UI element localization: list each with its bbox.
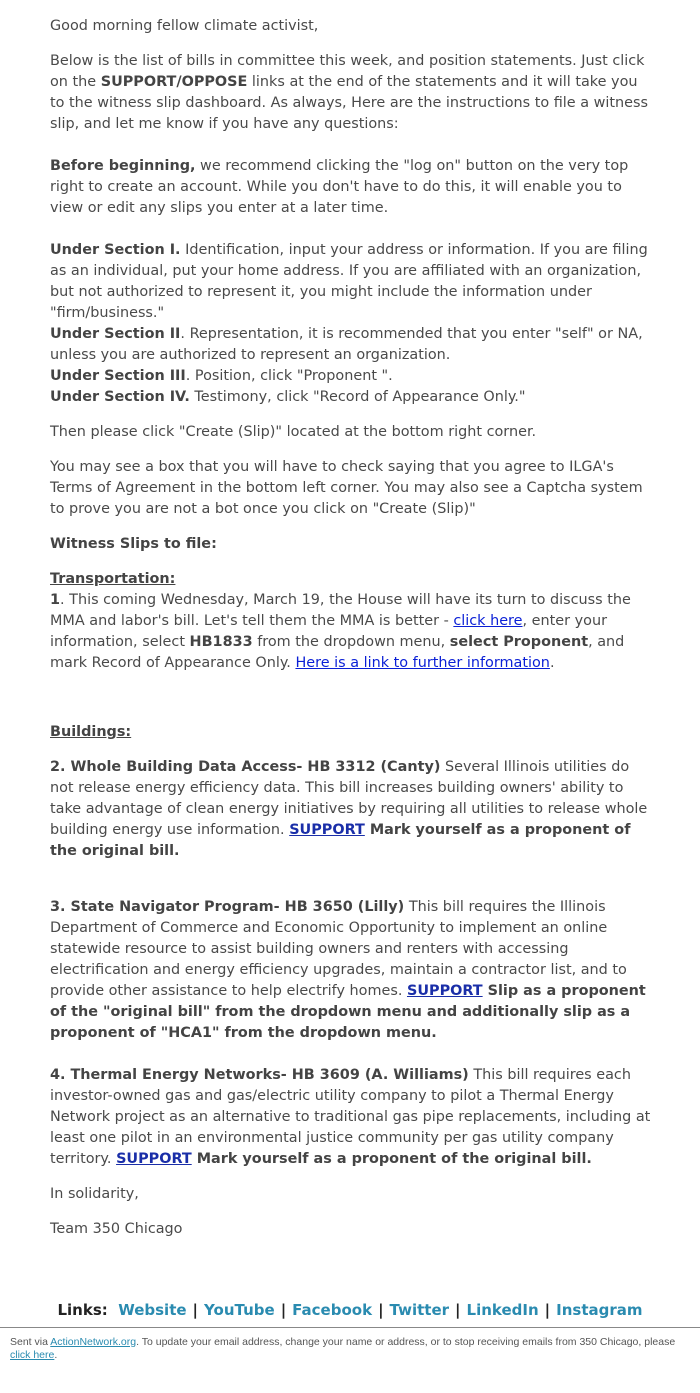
click-here-link[interactable]: click here [453,613,523,629]
intro-text: Below is the list of bills in committee this week, and position statements. Just click on the [50,53,645,90]
website-link[interactable]: Website [118,1301,187,1319]
transportation-text-2: , enter your information, select [50,613,607,650]
separator: | [280,1301,287,1319]
links-label: Links: [57,1301,108,1319]
instagram-link[interactable]: Instagram [556,1301,643,1319]
section-1-text: Identification, input your address or information. If you are filing as an individual, put your home address. If you are affiliated with an organization, but not authorized to represent it, you might include the information under "firm/business." [50,242,648,321]
bill-item-4 [50,1065,655,1170]
bill-instruction: Slip as a proponent of the "original bill" from the dropdown menu and additionally slip as a proponent of "HCA1" from the dropdown menu. [50,983,646,1041]
youtube-link[interactable]: YouTube [204,1301,275,1319]
sent-via-text: Sent via [10,1336,51,1348]
sections-paragraph [50,240,655,408]
bill-description: Several Illinois utilities do not release energy efficiency data. This bill increases building owners' ability to take advantage of clean energy initiatives by requiring all utilities to release whole building energy use information. [50,759,648,838]
support-link[interactable]: SUPPORT [289,822,365,838]
bill-number-bold: HB1833 [189,634,253,650]
slips-heading [50,534,655,555]
bill-title: 4. Thermal Energy Networks- HB 3609 (A. Williams) [50,1067,469,1083]
section-2-text: . Representation, it is recommended that you enter "self" or NA, unless you are authorized to represent an organization. [50,326,643,363]
intro-bold: SUPPORT/OPPOSE [100,74,248,90]
section-2 [50,326,643,363]
further-info-link[interactable]: Here is a link to further information [295,655,550,671]
section-4-text: Testimony, click "Record of Appearance Only." [189,389,526,405]
bill-instruction: Mark yourself as a proponent of the original bill. [50,822,631,859]
bill-description: This bill requires the Illinois Department of Commerce and Economic Opportunity to implement an online statewide resource to assist building owners and renters with accessing electrification and energy efficiency upgrades, maintain a contractor list, and to provide other assistance to help electrify homes. [50,899,627,999]
section-1 [50,242,648,321]
support-link[interactable]: SUPPORT [116,1151,192,1167]
before-bold: Before beginning, [50,158,196,174]
section-1-label: Under Section I. [50,242,181,258]
terms-paragraph: You may see a box that you will have to check saying that you agree to ILGA's Terms of Agreement in the bottom left corner. You may also see a Captcha system to prove you are not a bot once you click on "Create (Slip)" [50,459,643,517]
slips-heading-text: Witness Slips to file: [50,536,217,552]
buildings-heading-text: Buildings: [50,724,132,740]
separator: | [544,1301,551,1319]
separator: | [192,1301,199,1319]
before-paragraph [50,156,655,219]
actionnetwork-link[interactable]: ActionNetwork.org [50,1336,137,1348]
bill-description: This bill requires each investor-owned gas and gas/electric utility company to pilot a Thermal Energy Network project as an alternative to traditional gas pipe replacements, including at least one pilot in an environmental justice community per gas utility company territory. [50,1067,651,1167]
intro-paragraph [50,51,655,135]
footer-divider [0,1327,700,1328]
transportation-text-5: . [549,655,555,671]
support-link[interactable]: SUPPORT [406,983,483,999]
item-number: 1 [50,592,61,608]
bill-title: 2. Whole Building Data Access- HB 3312 (Canty) [50,759,441,775]
section-3-label: Under Section III [50,368,186,384]
section-3 [50,368,393,384]
footer-links [0,1300,700,1321]
transportation-text-4: , and mark Record of Appearance Only. [50,634,625,671]
greeting: Good morning fellow climate activist, [50,18,319,34]
transportation-text-1: . This coming Wednesday, March 19, the House will have its turn to discuss the MMA and labor's bill. Let's tell them the MMA is better - [50,592,631,629]
twitter-link[interactable]: Twitter [389,1301,450,1319]
signature: Team 350 Chicago [50,1221,183,1237]
bill-title: 3. State Navigator Program- HB 3650 (Lilly) [50,899,405,915]
linkedin-link[interactable]: LinkedIn [466,1301,539,1319]
transportation-text-3: from the dropdown menu, [252,634,450,650]
closing: In solidarity, [50,1186,139,1202]
before-text: we recommend clicking the "log on" button on the very top right to create an account. While you don't have to do this, it will enable you to view or edit any slips you enter at a later time. [50,158,629,216]
sent-via-notice [10,1336,690,1362]
section-4-label: Under Section IV. [50,389,190,405]
facebook-link[interactable]: Facebook [292,1301,373,1319]
bill-instruction: Mark yourself as a proponent of the original bill. [191,1151,592,1167]
section-2-label: Under Section II [50,326,181,342]
bill-item-2 [50,757,655,862]
intro-text-end: links at the end of the statements and it will take you to the witness slip dashboard. As always, Here are the instructions to file a witness slip, and let me know if you have any questions: [50,74,648,132]
section-3-text: . Position, click "Proponent ". [185,368,393,384]
create-slip-paragraph: Then please click "Create (Slip)" located at the bottom right corner. [50,424,537,440]
email-body [50,16,655,1254]
select-proponent-bold: select Proponent [449,634,589,650]
separator: | [455,1301,461,1319]
unsubscribe-text: . To update your email address, change your name or address, or to stop receiving emails from 350 Chicago, please [136,1336,676,1348]
sent-via-end: . [54,1349,58,1361]
section-4 [50,389,526,405]
transportation-block [50,569,655,674]
buildings-heading [50,722,655,743]
bill-item-3 [50,897,655,1044]
unsubscribe-link[interactable]: click here [10,1349,55,1361]
transportation-heading: Transportation: [50,571,176,587]
separator: | [378,1301,384,1319]
